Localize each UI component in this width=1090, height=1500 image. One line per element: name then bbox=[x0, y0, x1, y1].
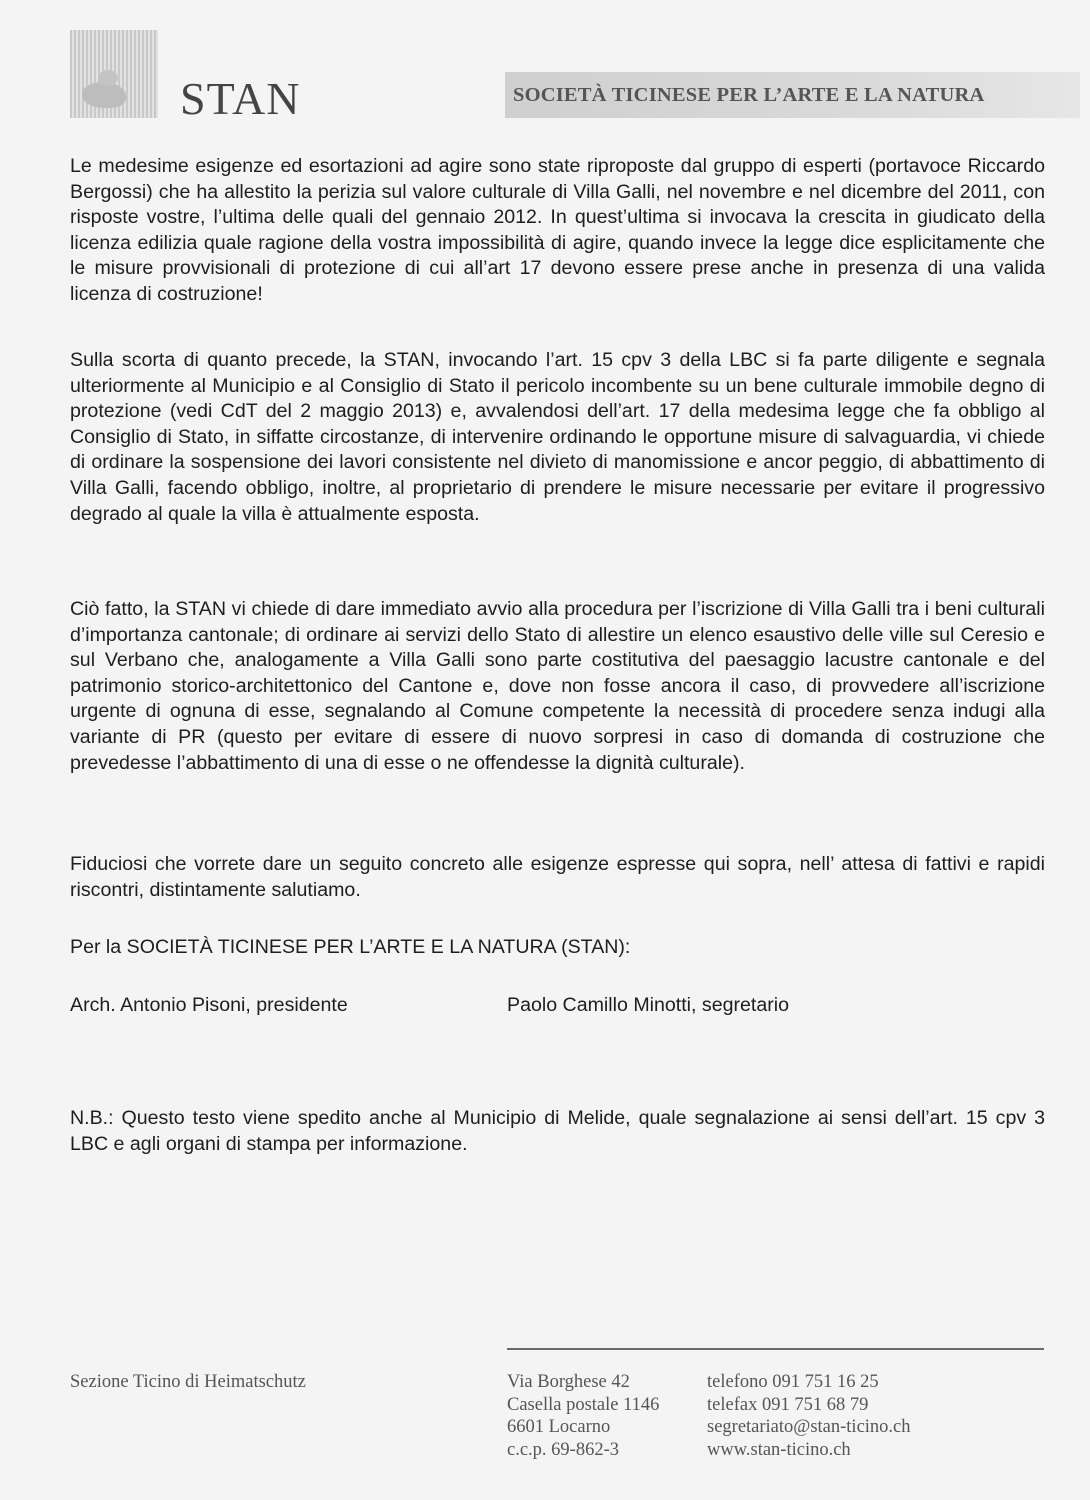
paragraph-4: Fiduciosi che vorrete dare un seguito concreto alle esigenze espresse qui sopra, nell’ attesa di fattivi e rapidi riscontri, distintamente salutiamo. bbox=[70, 853, 1045, 901]
footer-address bbox=[507, 1371, 659, 1461]
address-line: 6601 Locarno bbox=[507, 1417, 611, 1437]
contact-email: segretariato@stan-ticino.ch bbox=[707, 1417, 911, 1437]
contact-website: www.stan-ticino.ch bbox=[707, 1439, 851, 1460]
contact-phone: telefono 091 751 16 25 bbox=[707, 1372, 879, 1392]
address-line: Via Borghese 42 bbox=[507, 1372, 630, 1392]
signature-president: Arch. Antonio Pisoni, presidente bbox=[70, 994, 348, 1016]
footer-divider bbox=[507, 1348, 1044, 1350]
logo-image bbox=[70, 30, 158, 118]
logo-text: STAN bbox=[180, 73, 301, 124]
signature-secretary: Paolo Camillo Minotti, segretario bbox=[507, 994, 790, 1016]
paragraph-3: Ciò fatto, la STAN vi chiede di dare immediato avvio alla procedura per l’iscrizione di Villa Galli tra i beni culturali d’importanza cantonale; di ordinare ai servizi dello Stato di allestire un elenco esaustivo delle ville sul Ceresio e sul Verbano che, analogamente a Villa Galli sono parte costitutiva del paesaggio lacustre cantonale e del patrimonio storico-architettonico del Cantone e, dove non fosse ancora il caso, di provvedere all’iscrizione urgente di ognuna di esse, segnalando al Comune competente la necessità di procedere senza indugi alla variante di PR (questo per evitare di essere di nuovo sorpresi in caso di domanda di costruzione che prevedesse l’abbattimento di una di esse o ne offendesse la dignità culturale). bbox=[70, 598, 1045, 774]
signature-intro: Per la SOCIETÀ TICINESE PER L’ARTE E LA NATURA (STAN): bbox=[70, 936, 631, 958]
address-line: c.c.p. 69-862-3 bbox=[507, 1439, 619, 1460]
note: N.B.: Questo testo viene spedito anche al Municipio di Melide, quale segnalazione ai sensi dell’art. 15 cpv 3 LBC e agli organi di stampa per informazione. bbox=[70, 1107, 1045, 1155]
footer-section-name: Sezione Ticino di Heimatschutz bbox=[70, 1372, 306, 1392]
footer-contact bbox=[707, 1371, 911, 1461]
paragraph-2: Sulla scorta di quanto precede, la STAN, invocando l’art. 15 cpv 3 della LBC si fa parte diligente e segnala ulteriormente al Municipio e al Consiglio di Stato il pericolo incombente su un bene culturale immobile degno di protezione (vedi CdT del 2 maggio 2013) e, avvalendosi dell’art. 17 della medesima legge che fa obbligo al Consiglio di Stato, in siffatte circostanze, di intervenire ordinando le opportune misure di salvaguardia, vi chiede di ordinare la sospensione dei lavori consistente nel divieto di manomissione e ancor peggio, di abbattimento di Villa Galli, facendo obbligo, inoltre, al proprietario di prendere le misure necessarie per evitare il progressivo degrado al quale la villa è attualmente esposta. bbox=[70, 349, 1045, 525]
paragraph-1: Le medesime esigenze ed esortazioni ad agire sono state riproposte dal gruppo di esperti (portavoce Riccardo Bergossi) che ha allestito la perizia sul valore culturale di Villa Galli, nel novembre e nel dicembre del 2011, con risposte vostre, l’ultima delle quali del gennaio 2012. In quest’ultima si invocava la crescita in giudicato della licenza edilizia quale ragione della vostra impossibilità di agire, quando invece la legge dice esplicitamente che le misure provvisionali di protezione di cui all’art 17 devono essere prese anche in presenza di una valida licenza di costruzione! bbox=[70, 155, 1045, 305]
org-name: SOCIETÀ TICINESE PER L’ARTE E LA NATURA bbox=[513, 84, 985, 106]
contact-fax: telefax 091 751 68 79 bbox=[707, 1394, 869, 1415]
address-line: Casella postale 1146 bbox=[507, 1394, 660, 1415]
